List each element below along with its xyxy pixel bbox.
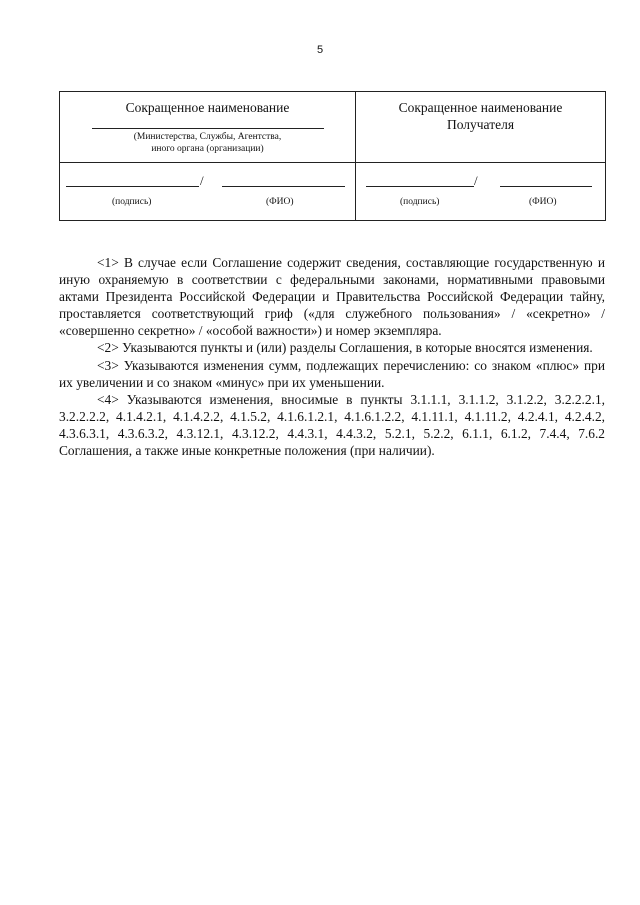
footnote-3: <3> Указываются изменения сумм, подлежащих перечислению: со знаком «плюс» при их увеличении и со знаком «минус» при их уменьшении. (59, 357, 605, 390)
ministry-name-line (92, 128, 324, 129)
recipient-fio-line (500, 186, 592, 187)
footnote-4: <4> Указываются изменения, вносимые в пункты 3.1.1.1, 3.1.1.2, 3.1.2.2, 3.2.2.2.1, 3.2.2.2.2, 4.1.4.2.1, 4.1.4.2.2, 4.1.5.2, 4.1.6.1.2.1, 4.1.6.1.2.2, 4.1.11.1, 4.1.11.2, 4.2.4.1, 4.2.4.2, 4.3.6.3.1, 4.3.6.3.2, 4.3.12.1, 4.3.12.2, 4.4.3.1, 4.4.3.2, 5.2.1, 5.2.2, 6.1.1, 6.1.2, 7.4.4, 7.6.2 Соглашения, а также иные конкретные положения (при наличии). (59, 391, 605, 459)
page-number: 5 (316, 44, 324, 56)
recipient-signature-label: (подпись) (400, 197, 440, 207)
footnotes (59, 254, 605, 459)
recipient-title-line-1: Сокращенное наименование (398, 100, 563, 115)
ministry-caption (60, 131, 355, 155)
recipient-fio-label: (ФИО) (529, 197, 557, 207)
ministry-signature-lines (60, 175, 355, 189)
ministry-fio-line (222, 186, 345, 187)
recipient-signature-cell (356, 163, 606, 221)
ministry-short-name-label: Сокращенное наименование (125, 100, 290, 115)
ministry-signature-cell (60, 163, 356, 221)
ministry-signature-label: (подпись) (112, 197, 152, 207)
ministry-caption-line-1: (Министерства, Службы, Агентства, (133, 132, 282, 142)
recipient-signature-lines (356, 175, 605, 189)
recipient-slash: / (474, 173, 478, 188)
recipient-title-line-2: Получателя (446, 117, 515, 132)
recipient-short-name-label (356, 99, 605, 133)
ministry-slash: / (200, 173, 204, 188)
recipient-signature-line (366, 186, 474, 187)
ministry-name-cell (60, 92, 356, 163)
signature-table (59, 91, 606, 221)
footnote-2: <2> Указываются пункты и (или) разделы Соглашения, в которые вносятся изменения. (97, 340, 593, 356)
ministry-signature-line (66, 186, 199, 187)
ministry-caption-line-2: иного органа (организации) (151, 144, 264, 154)
recipient-name-cell (356, 92, 606, 163)
footnote-1: <1> В случае если Соглашение содержит сведения, составляющие государственную и иную охраняемую в соответствии с федеральными законами, нормативными правовыми актами Президента Российской Федерации и Правительства Российской Федерации тайну, проставляется соответствующий гриф («для служебного пользования» / «секретно» / «совершенно секретно» / «особой важности») и номер экземпляра. (59, 255, 605, 339)
ministry-fio-label: (ФИО) (266, 197, 294, 207)
